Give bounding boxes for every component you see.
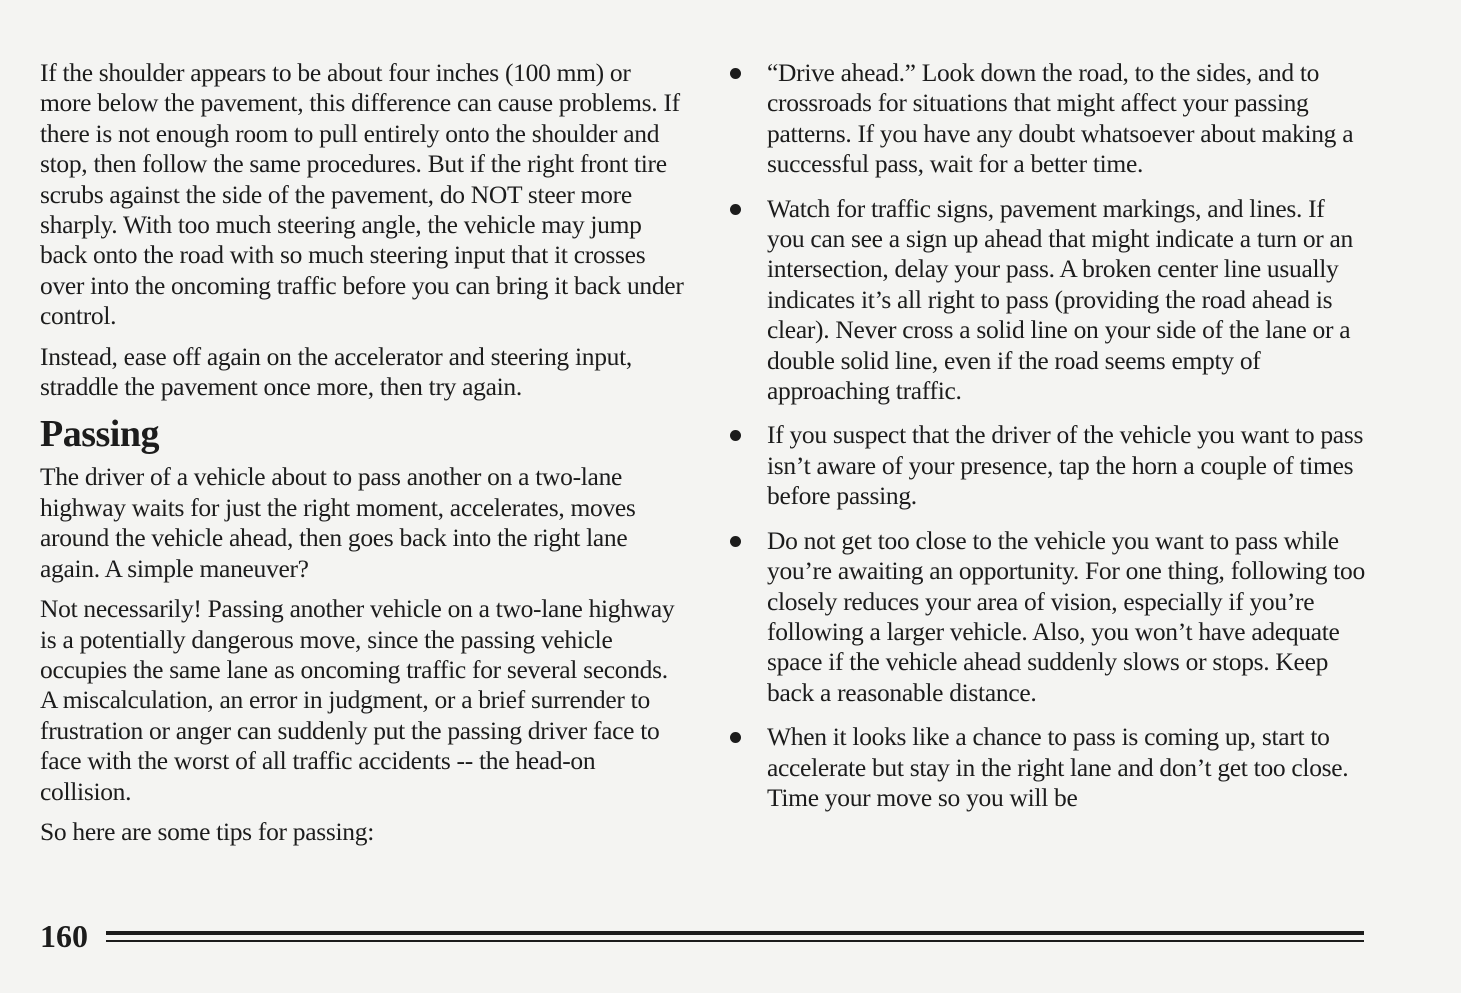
bullet-icon bbox=[730, 536, 741, 547]
list-item-text: Do not get too close to the vehicle you want to pass while you’re awaiting an opportunity. For one thing, following too closely reduces your area of vision, especially if you’re following a larger vehicle. Also, you won’t have adequate space if the vehicle ahead suddenly slows or stops. Keep back a reasonable distance. bbox=[767, 525, 1365, 707]
passing-intro-paragraph: The driver of a vehicle about to pass another on a two-lane highway waits for just the right moment, accelerates, moves around the vehicle ahead, then goes back into the right lane again. A simple maneuver? bbox=[40, 462, 636, 583]
shoulder-paragraph: If the shoulder appears to be about four inches (100 mm) or more below the pavement, this difference can cause problems. If there is not enough room to pull entirely onto the shoulder and stop, then follow the same procedures. But if the right front tire scrubs against the side of the pavement, do NOT steer more sharply. With too much steering angle, the vehicle may jump back onto the road with so much steering input that it crosses over into the oncoming traffic before you can bring it back under control. bbox=[40, 58, 684, 331]
list-item-text: When it looks like a chance to pass is coming up, start to accelerate but stay in the right lane and don’t get too close. Time your move so you will be bbox=[767, 722, 1349, 812]
list-item bbox=[726, 420, 1366, 511]
passing-danger-paragraph: Not necessarily! Passing another vehicle on a two-lane highway is a potentially dangerous move, since the passing vehicle occupies the same lane as oncoming traffic for several seconds. A miscalculation, an error in judgment, or a brief surrender to frustration or anger can suddenly put the passing driver face to face with the worst of all traffic accidents -- the head-on collision. bbox=[40, 594, 675, 806]
footer-rule-thin bbox=[106, 940, 1364, 942]
passing-heading: Passing bbox=[40, 413, 159, 456]
bullet-icon bbox=[730, 430, 741, 441]
list-item bbox=[726, 58, 1366, 180]
list-item bbox=[726, 526, 1366, 708]
bullet-icon bbox=[730, 68, 741, 79]
page-number: 160 bbox=[40, 918, 88, 954]
bullet-icon bbox=[730, 732, 741, 743]
bullet-icon bbox=[730, 204, 741, 215]
list-item-text: Watch for traffic signs, pavement markings, and lines. If you can see a sign up ahead that might indicate a turn or an intersection, delay your pass. A broken center line usually indicates it’s all right to pass (providing the road ahead is clear). Never cross a solid line on your side of the lane or a double solid line, even if the road seems empty of approaching traffic. bbox=[767, 193, 1354, 406]
instead-paragraph: Instead, ease off again on the accelerator and steering input, straddle the pavement once more, then try again. bbox=[40, 341, 632, 402]
page-footer bbox=[40, 912, 1364, 962]
tips-intro-paragraph: So here are some tips for passing: bbox=[40, 816, 374, 846]
list-item bbox=[726, 722, 1366, 813]
right-column bbox=[726, 58, 1366, 827]
left-column bbox=[40, 58, 685, 857]
list-item bbox=[726, 194, 1366, 407]
passing-tips-list bbox=[726, 58, 1366, 813]
list-item-text: “Drive ahead.” Look down the road, to the sides, and to crossroads for situations that might affect your passing patterns. If you have any doubt whatsoever about making a successful pass, wait for a better time. bbox=[767, 58, 1354, 179]
footer-rule-thick bbox=[106, 931, 1364, 935]
list-item-text: If you suspect that the driver of the vehicle you want to pass isn’t aware of your presence, tap the horn a couple of times before passing. bbox=[767, 420, 1364, 511]
